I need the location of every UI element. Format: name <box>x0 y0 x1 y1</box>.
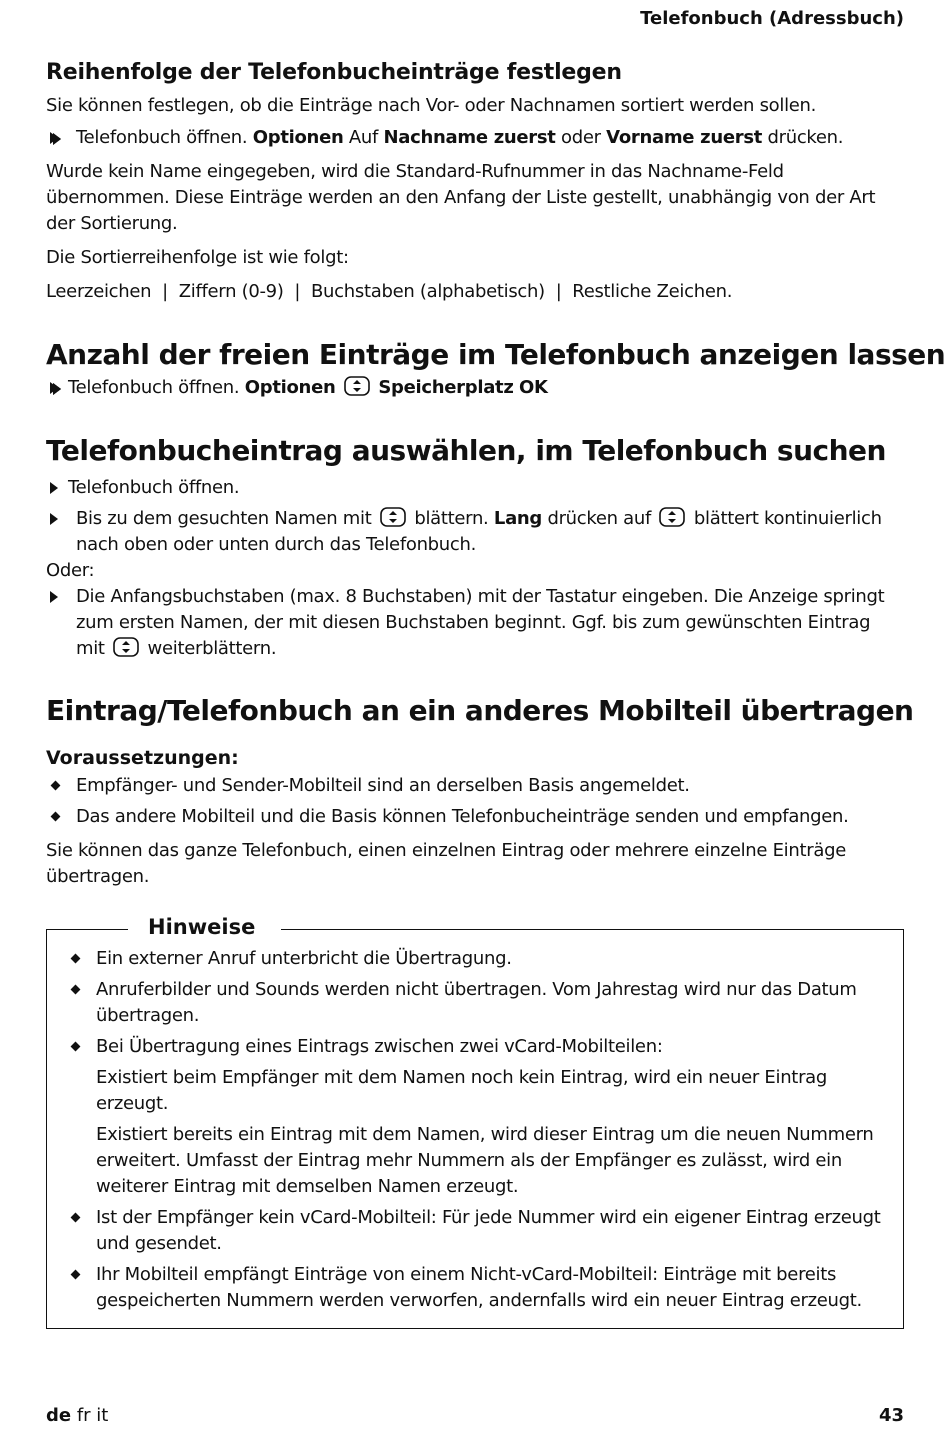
navigation-key-icon <box>113 637 139 657</box>
running-header: Telefonbuch (Adressbuch) <box>640 8 904 29</box>
section-title: Telefonbucheintrag auswählen, im Telefonbuch suchen <box>46 434 886 467</box>
prerequisites-title: Voraussetzungen: <box>46 747 239 769</box>
language-current: de <box>46 1405 72 1426</box>
section-title: Reihenfolge der Telefonbucheinträge festlegen <box>46 60 622 85</box>
list-item: Ein externer Anruf unterbricht die Übertragung. <box>66 946 896 972</box>
section-search <box>46 434 904 662</box>
list-item: Das andere Mobilteil und die Basis können Telefonbucheinträge senden und empfangen. <box>46 804 904 830</box>
navigation-key-icon <box>659 507 685 527</box>
step-item: Telefonbuch öffnen. <box>46 475 904 501</box>
section-free-entries <box>46 338 946 401</box>
diamond-bullet-icon <box>51 781 61 791</box>
step-arrow-icon <box>50 513 58 525</box>
step-arrow-icon <box>50 482 58 494</box>
diamond-bullet-icon <box>71 1270 81 1280</box>
sub-paragraph: Existiert beim Empfänger mit dem Namen noch kein Eintrag, wird ein neuer Eintrag erzeugt. <box>96 1067 828 1114</box>
step-arrow-icon <box>53 133 61 145</box>
sort-order-line: Leerzeichen | Ziffern (0-9) | Buchstaben (alphabetisch) | Restliche Zeichen. <box>46 281 733 302</box>
list-item: Ihr Mobilteil empfängt Einträge von einem Nicht-vCard-Mobilteil: Einträge mit bereits gespeicherten Nummern werden verworfen, andernfalls wird ein neuer Eintrag erzeugt. <box>66 1262 896 1314</box>
diamond-bullet-icon <box>71 1213 81 1223</box>
step-item: Bis zu dem gesuchten Namen mit blättern. Lang drücken auf blättert kontinuierlich nach oben oder unten durch das Telefonbuch. <box>46 506 904 558</box>
language-indicator <box>46 1405 108 1426</box>
body-paragraph: Wurde kein Name eingegeben, wird die Standard-Rufnummer in das Nachname-Feld übernommen. Diese Einträge werden an den Anfang der Liste gestellt, unabhängig von der Art der Sortierung. <box>46 161 876 234</box>
diamond-bullet-icon <box>71 954 81 964</box>
navigation-key-icon <box>380 507 406 527</box>
notes-content <box>66 946 896 1319</box>
step-arrow-icon <box>53 383 61 395</box>
step-arrow-icon <box>50 591 58 603</box>
sub-paragraph: Existiert bereits ein Eintrag mit dem Namen, wird dieser Eintrag um die neuen Nummern erweitert. Umfasst der Eintrag mehr Nummern als der Empfänger es zulässt, wird ein weiterer Eintrag mit demselben Namen erzeugt. <box>96 1124 874 1197</box>
list-item: Ist der Empfänger kein vCard-Mobilteil: Für jede Nummer wird ein eigener Eintrag erzeugt und gesendet. <box>66 1205 896 1257</box>
list-item: Empfänger- und Sender-Mobilteil sind an derselben Basis angemeldet. <box>46 773 904 799</box>
diamond-bullet-icon <box>71 985 81 995</box>
section-sort-order <box>46 60 904 305</box>
intro-text: Sie können festlegen, ob die Einträge nach Vor- oder Nachnamen sortiert werden sollen. <box>46 95 817 116</box>
body-paragraph: Die Sortierreihenfolge ist wie folgt: <box>46 247 349 268</box>
section-transfer <box>46 694 914 890</box>
list-item: Bei Übertragung eines Eintrags zwischen zwei vCard-Mobilteilen: <box>66 1034 896 1060</box>
page-number: 43 <box>878 1405 904 1426</box>
diamond-bullet-icon <box>51 812 61 822</box>
section-title: Anzahl der freien Einträge im Telefonbuch anzeigen lassen <box>46 338 946 371</box>
section-title: Eintrag/Telefonbuch an ein anderes Mobilteil übertragen <box>46 694 914 727</box>
list-item: Anruferbilder und Sounds werden nicht übertragen. Vom Jahrestag wird nur das Datum übertragen. <box>66 977 896 1029</box>
navigation-key-icon <box>344 376 370 396</box>
step-item: Telefonbuch öffnen. Optionen Speicherplatz OK <box>46 375 904 401</box>
step-item: Die Anfangsbuchstaben (max. 8 Buchstaben) mit der Tastatur eingeben. Die Anzeige springt zum ersten Namen, der mit diesen Buchstaben beginnt. Ggf. bis zum gewünschten Eintrag mit weiterblättern. <box>46 584 904 662</box>
language-others: fr it <box>76 1405 109 1426</box>
step-item: Telefonbuch öffnen. Optionen Auf Nachname zuerst oder Vorname zuerst drücken. <box>46 125 904 151</box>
notes-title: Hinweise <box>128 913 281 941</box>
oder-label: Oder: <box>46 560 95 581</box>
body-paragraph: Sie können das ganze Telefonbuch, einen einzelnen Eintrag oder mehrere einzelne Einträge übertragen. <box>46 840 846 887</box>
diamond-bullet-icon <box>71 1042 81 1052</box>
